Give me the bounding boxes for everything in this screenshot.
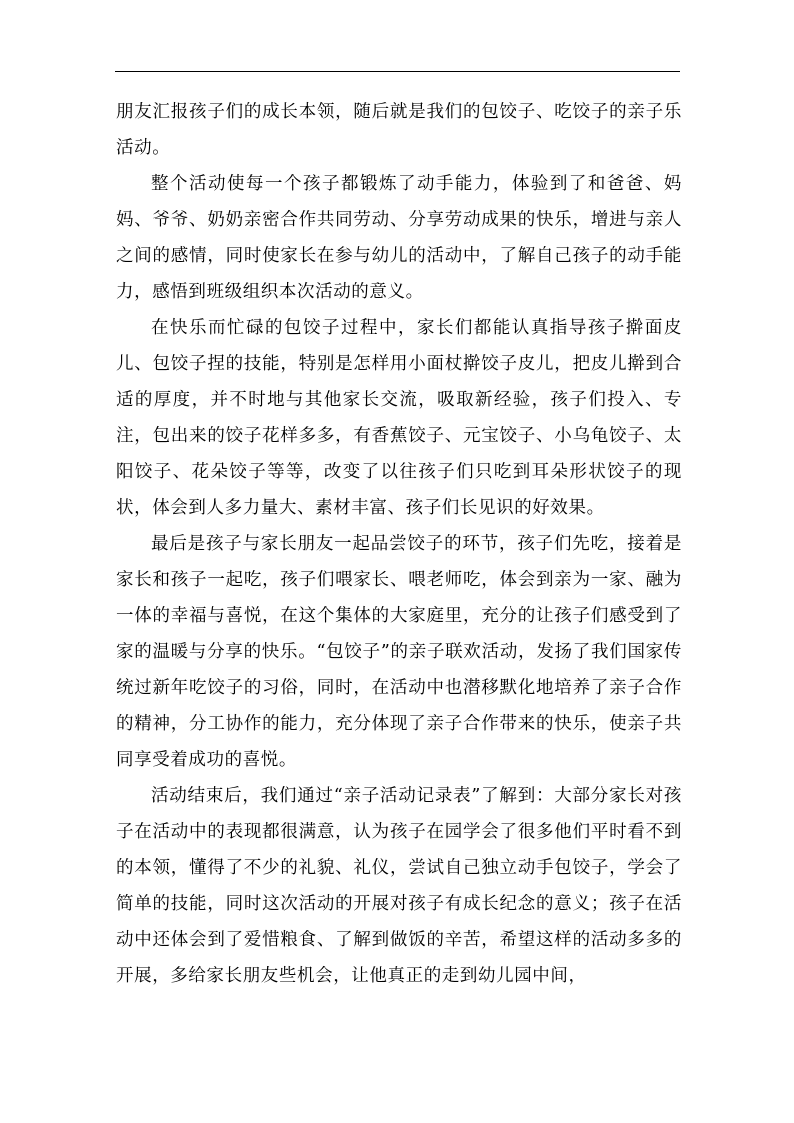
paragraph: 整个活动使每一个孩子都锻炼了动手能力，体验到了和爸爸、妈妈、爷爷、奶奶亲密合作共同劳动、分享劳动成果的快乐，增进与亲人之间的感情，同时使家长在参与幼儿的活动中，了解自己孩子的动手能力，感悟到班级组织本次活动的意义。 xyxy=(116,174,682,302)
paragraph: 最后是孩子与家长朋友一起品尝饺子的环节，孩子们先吃，接着是家长和孩子一起吃，孩子们喂家长、喂老师吃，体会到亲为一家、融为一体的幸福与喜悦，在这个集体的大家庭里，充分的让孩子们感受到了家的温暖与分享的快乐。“包饺子”的亲子联欢活动，发扬了我们国家传统过新年吃饺子的习俗，同时，在活动中也潜移默化地培养了亲子合作的精神，分工协作的能力，充分体现了亲子合作带来的快乐，使亲子共同享受着成功的喜悦。 xyxy=(116,534,682,770)
paragraph-continued: 朋友汇报孩子们的成长本领，随后就是我们的包饺子、吃饺子的亲子乐活动。 xyxy=(116,102,682,158)
paragraph: 活动结束后，我们通过“亲子活动记录表”了解到：大部分家长对孩子在活动中的表现都很满意，认为孩子在园学会了很多他们平时看不到的本领，懂得了不少的礼貌、礼仪，尝试自己独立动手包饺子，学会了简单的技能，同时这次活动的开展对孩子有成长纪念的意义；孩子在活动中还体会到了爱惜粮食、了解到做饭的辛苦，希望这样的活动多多的开展，多给家长朋友些机会，让他真正的走到幼儿园中间， xyxy=(116,786,682,986)
header-rule xyxy=(115,71,680,72)
paragraph: 在快乐而忙碌的包饺子过程中，家长们都能认真指导孩子擀面皮儿、包饺子捏的技能，特别是怎样用小面杖擀饺子皮儿，把皮儿擀到合适的厚度，并不时地与其他家长交流，吸取新经验，孩子们投入、专注，包出来的饺子花样多多，有香蕉饺子、元宝饺子、小乌龟饺子、太阳饺子、花朵饺子等等，改变了以往孩子们只吃到耳朵形状饺子的现状，体会到人多力量大、素材丰富、孩子们长见识的好效果。 xyxy=(116,318,682,518)
document-body xyxy=(116,94,682,994)
